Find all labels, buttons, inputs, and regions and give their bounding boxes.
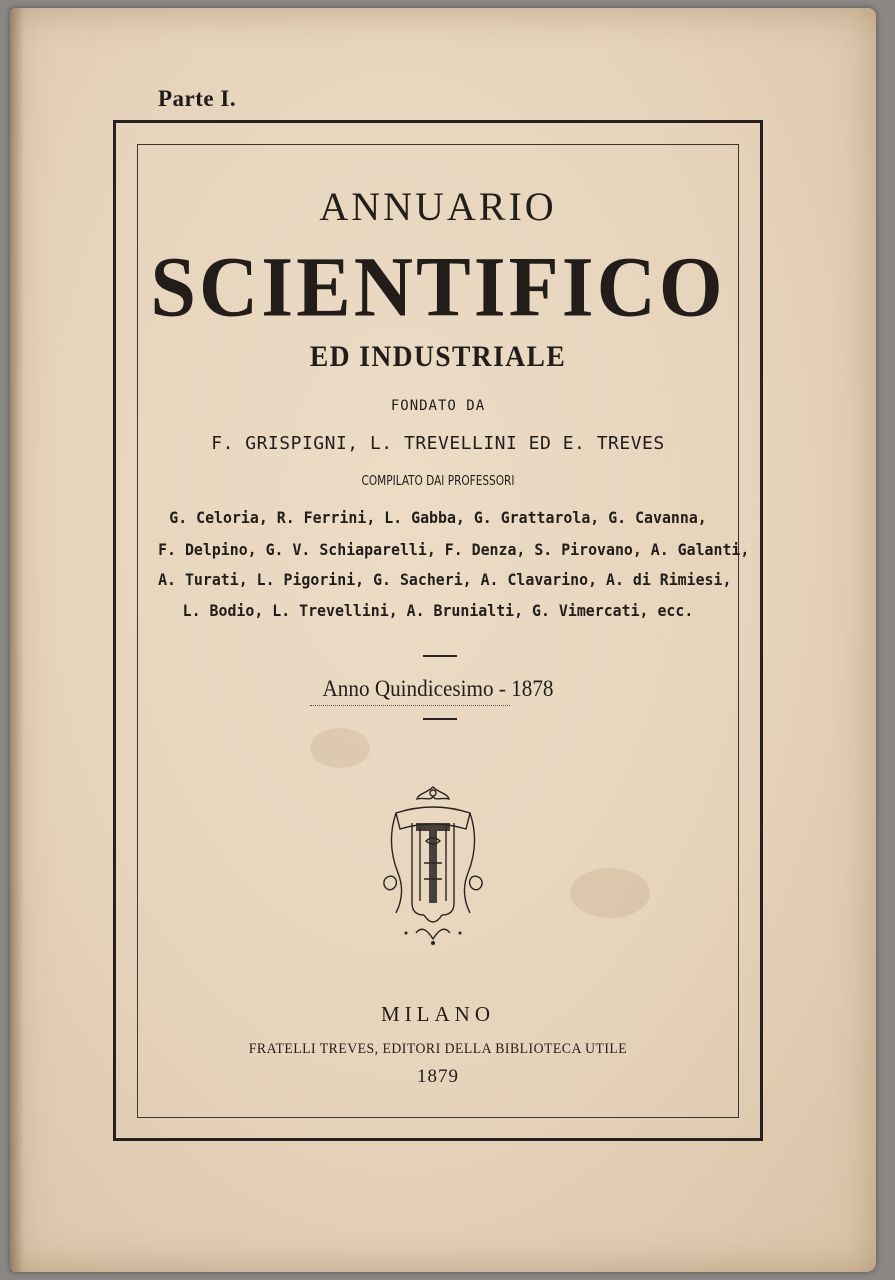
dotted-underline <box>310 705 510 706</box>
professors-line: F. Delpino, G. V. Schiaparelli, F. Denza, S. Pirovano, A. Galanti, <box>158 540 750 559</box>
compiled-by-label: COMPILATO DAI PROFESSORI <box>361 474 515 489</box>
city-name: MILANO <box>381 1002 495 1026</box>
spine-edge <box>10 8 24 1272</box>
title-ed-industriale: ED INDUSTRIALE <box>309 340 567 373</box>
professors-line: G. Celoria, R. Ferrini, L. Gabba, G. Grattarola, G. Cavanna, <box>169 508 707 527</box>
publisher-emblem-icon <box>376 783 491 948</box>
professors-line: L. Bodio, L. Trevellini, A. Brunialti, G. Vimercati, ecc. <box>182 601 694 620</box>
founders-line: F. GRISPIGNI, L. TREVELLINI ED E. TREVES <box>211 433 665 454</box>
divider-rule <box>423 655 457 657</box>
title-annuario: ANNUARIO <box>319 184 557 229</box>
title-scientifico: SCIENTIFICO <box>150 238 726 335</box>
divider-rule <box>423 718 457 720</box>
professors-line: A. Turati, L. Pigorini, G. Sacheri, A. Clavarino, A. di Rimiesi, <box>158 570 732 589</box>
edition-line: Anno Quindicesimo - 1878 <box>322 676 554 701</box>
publisher-line: FRATELLI TREVES, EDITORI DELLA BIBLIOTECA UTILE <box>248 1041 628 1057</box>
part-label: Parte I. <box>158 86 237 111</box>
founded-by-label: FONDATO DA <box>390 398 486 414</box>
publication-year: 1879 <box>417 1066 459 1087</box>
